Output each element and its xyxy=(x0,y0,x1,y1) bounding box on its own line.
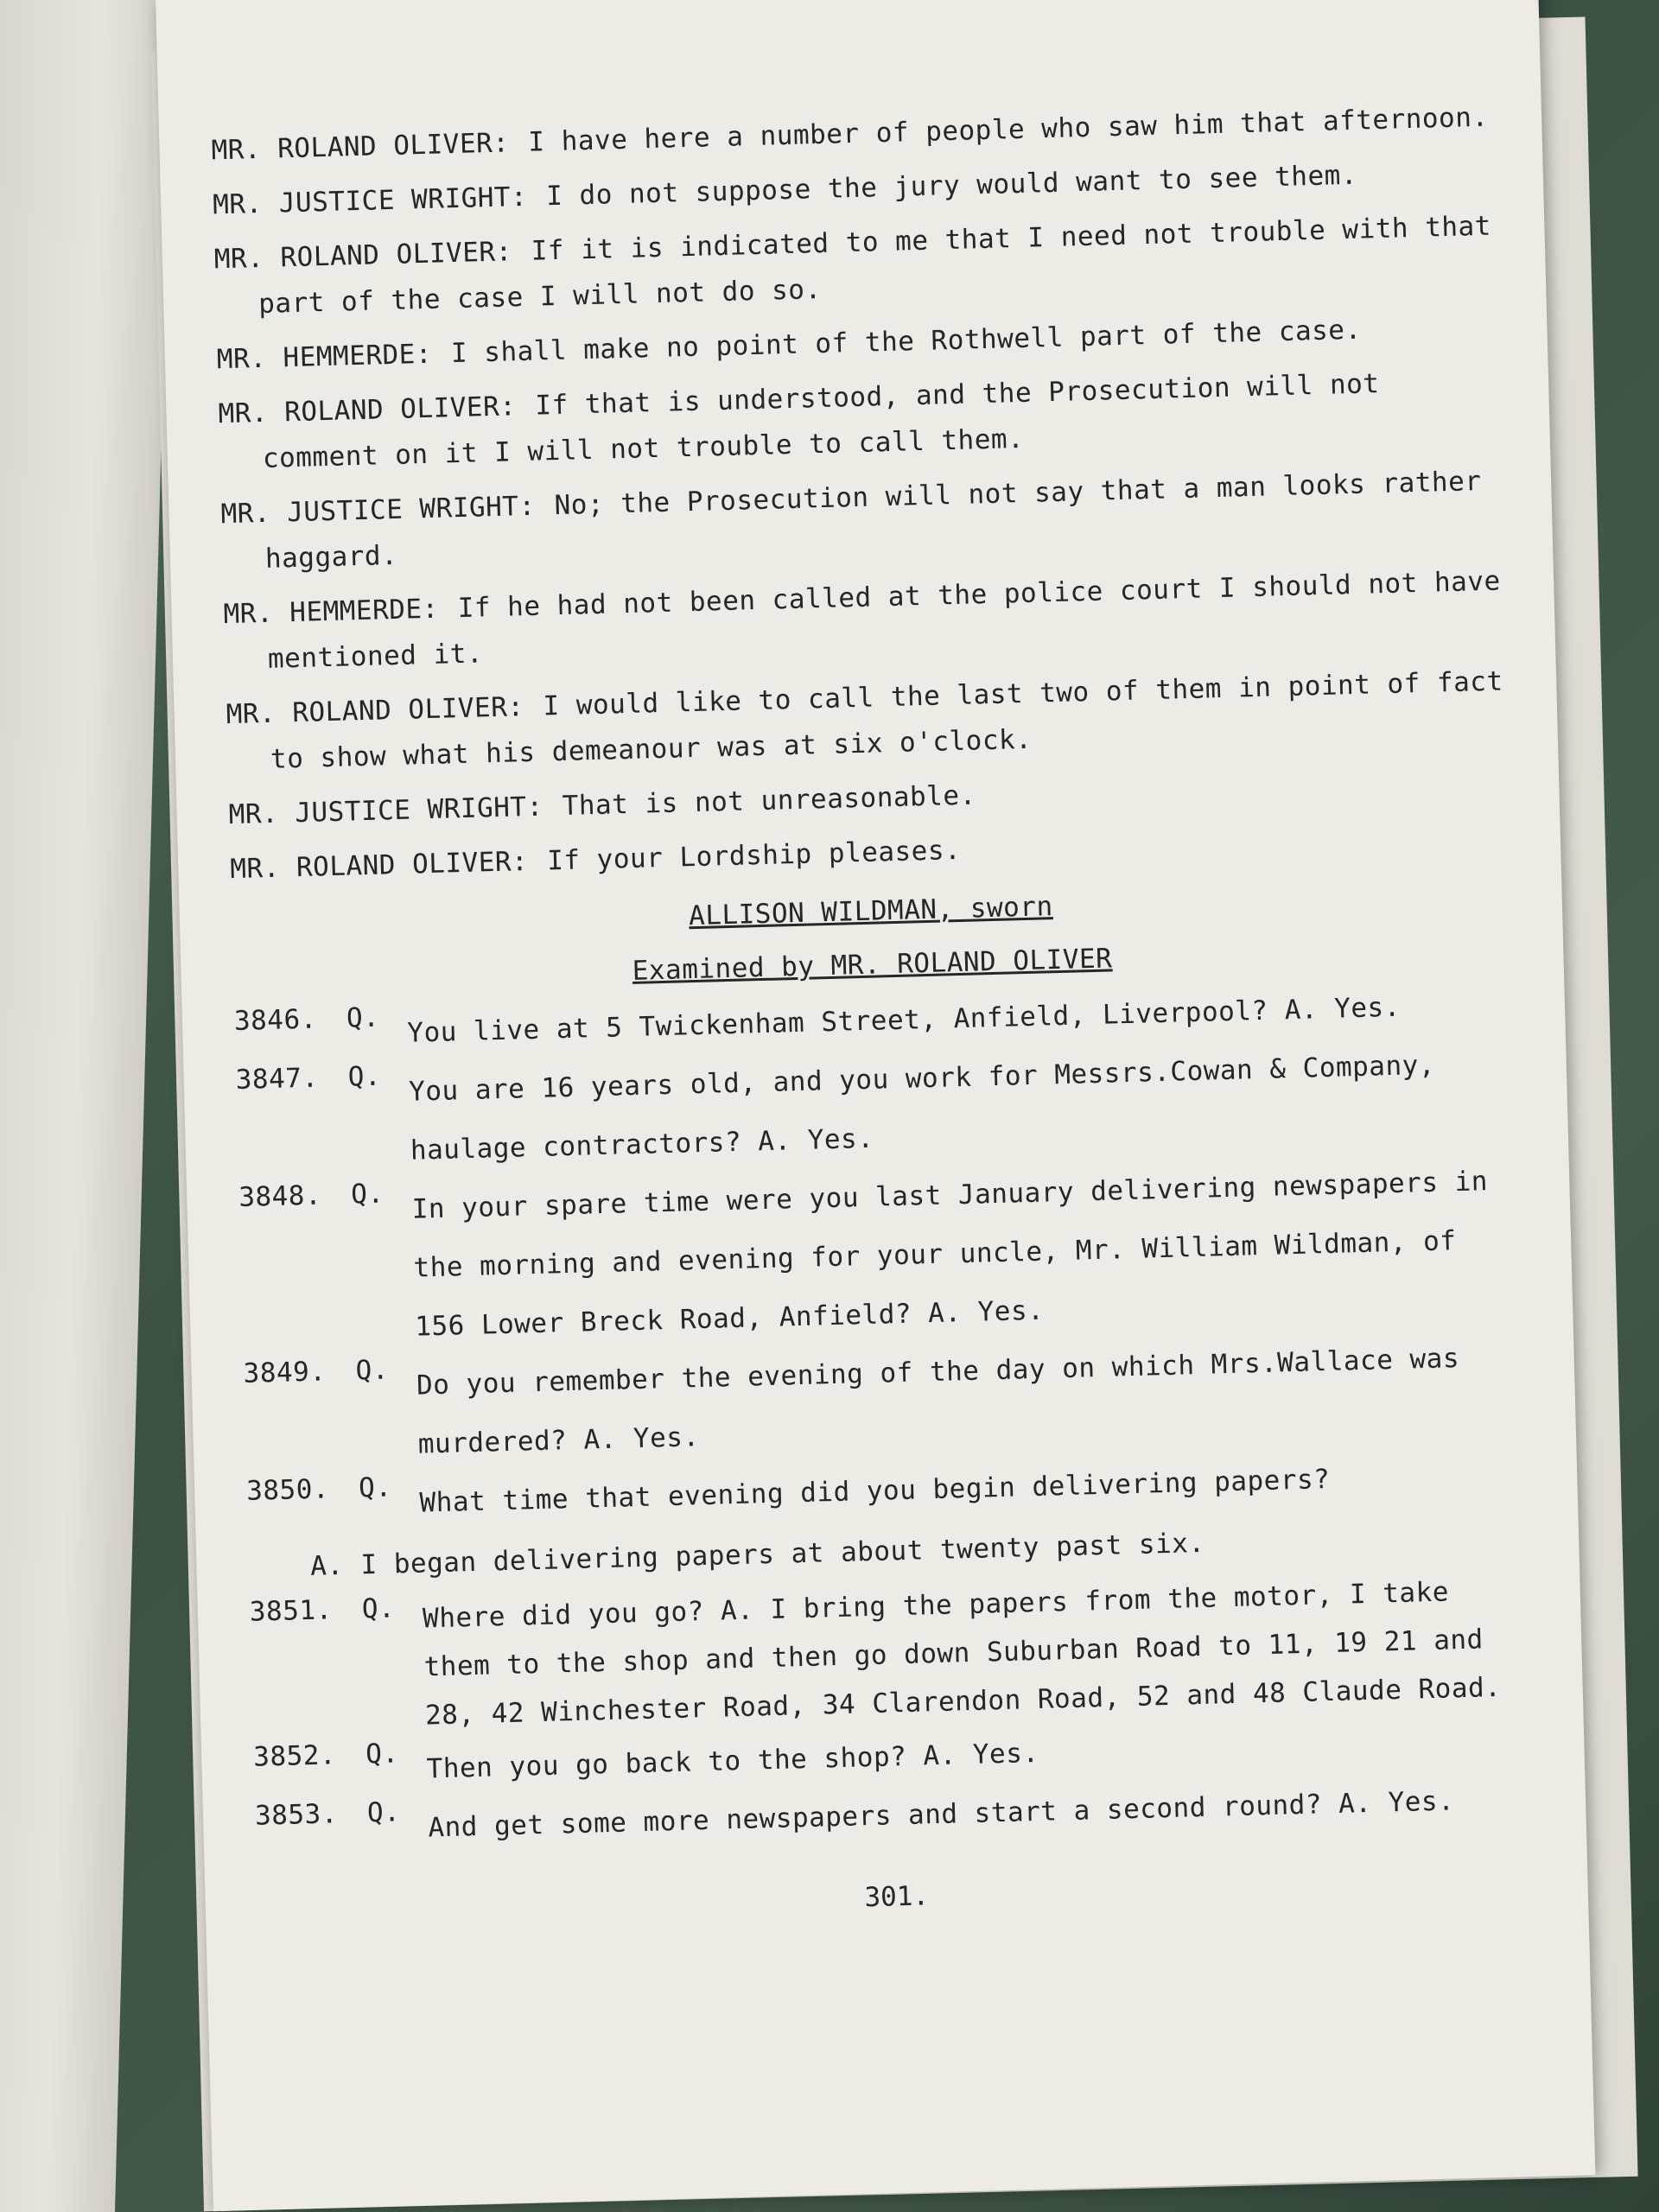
question-marker: Q. xyxy=(361,1592,396,1625)
answer-marker: A. xyxy=(309,1549,344,1582)
speaker: MR. HEMMERDE: xyxy=(223,593,440,631)
speech-text: I have here a number of people who saw him that afternoon. xyxy=(527,101,1490,158)
speaker: MR. JUSTICE WRIGHT: xyxy=(212,181,528,221)
speech-text: If that is understood, and the Prosecution will not comment on it I will not trouble to call them. xyxy=(262,368,1380,474)
question-text: Then you go back to the shop? A. Yes. xyxy=(426,1737,1039,1785)
speaker: MR. ROLAND OLIVER: xyxy=(211,127,510,167)
question-number: 3851. xyxy=(249,1594,334,1628)
speech-text: I shall make no point of the Rothwell part of the case. xyxy=(450,314,1363,370)
speech-text: I would like to call the last two of them in point of fact to show what his demeanour was at six o'clock. xyxy=(270,665,1504,775)
page-number: 301. xyxy=(863,1880,930,1914)
speaker: MR. ROLAND OLIVER: xyxy=(218,391,517,430)
question-text: What time that evening did you begin delivering papers? xyxy=(419,1464,1331,1519)
speaker: MR. JUSTICE WRIGHT: xyxy=(228,791,544,831)
witness-heading: ALLISON WILDMAN, sworn xyxy=(688,891,1054,932)
speaker: MR. ROLAND OLIVER: xyxy=(229,846,529,886)
question-marker: Q. xyxy=(347,1060,382,1093)
question-marker: Q. xyxy=(350,1178,385,1211)
question-text: You are 16 years old, and you work for Messrs.Cowan & Company, haulage contractors? A. Yes. xyxy=(408,1049,1436,1166)
question-number: 3846. xyxy=(233,1003,318,1038)
question-marker: Q. xyxy=(366,1796,401,1829)
question-number: 3847. xyxy=(235,1062,320,1096)
speech-text: If it is indicated to me that I need not trouble with that part of the case I will not do so. xyxy=(257,210,1492,320)
examined-by-heading: Examined by MR. ROLAND OLIVER xyxy=(632,943,1113,987)
question-marker: Q. xyxy=(346,1001,380,1034)
question-number: 3852. xyxy=(252,1739,337,1773)
transcript-content xyxy=(211,95,1537,1967)
question-text: And get some more newspapers and start a second round? A. Yes. xyxy=(428,1785,1455,1844)
speech-text: That is not unreasonable. xyxy=(562,779,977,822)
transcript-page xyxy=(156,0,1595,2211)
answer-text: I began delivering papers at about twenty past six. xyxy=(360,1527,1205,1581)
question-number: 3848. xyxy=(238,1179,322,1213)
question-number: 3850. xyxy=(245,1473,330,1507)
question-3848 xyxy=(238,1151,1522,1361)
speech-text: No; the Prosecution will not say that a man looks rather haggard. xyxy=(264,466,1482,575)
question-text: Do you remember the evening of the day on which Mrs.Wallace was murdered? A. Yes. xyxy=(416,1343,1460,1460)
question-text: Where did you go? A. I bring the papers from the motor, I take them to the shop and then go down Suburban Road to 11, 19 21 and 28, 42 Winchester Road, 34 Clarendon Road, 52 and 48 Claude Road. xyxy=(422,1576,1502,1732)
speaker: MR. ROLAND OLIVER: xyxy=(213,236,513,276)
question-number: 3853. xyxy=(254,1798,339,1832)
speech-text: If he had not been called at the police court I should not have mentioned it. xyxy=(267,565,1502,675)
speech-text: If your Lordship pleases. xyxy=(546,834,962,877)
question-number: 3849. xyxy=(243,1356,327,1389)
speaker: MR. HEMMERDE: xyxy=(216,338,433,376)
speaker: MR. ROLAND OLIVER: xyxy=(226,691,524,731)
question-marker: Q. xyxy=(355,1354,390,1387)
question-marker: Q. xyxy=(365,1738,400,1770)
question-text: In your spare time were you last January delivering newspapers in the morning and evening for your uncle, Mr. William Wildman, of 156 Lower Breck Road, Anfield? A. Yes. xyxy=(411,1166,1489,1343)
speaker: MR. JUSTICE WRIGHT: xyxy=(220,490,537,531)
question-text: You live at 5 Twickenham Street, Anfield, Liverpool? A. Yes. xyxy=(406,991,1402,1049)
question-marker: Q. xyxy=(358,1471,392,1504)
speech-text: I do not suppose the jury would want to see them. xyxy=(545,159,1358,213)
